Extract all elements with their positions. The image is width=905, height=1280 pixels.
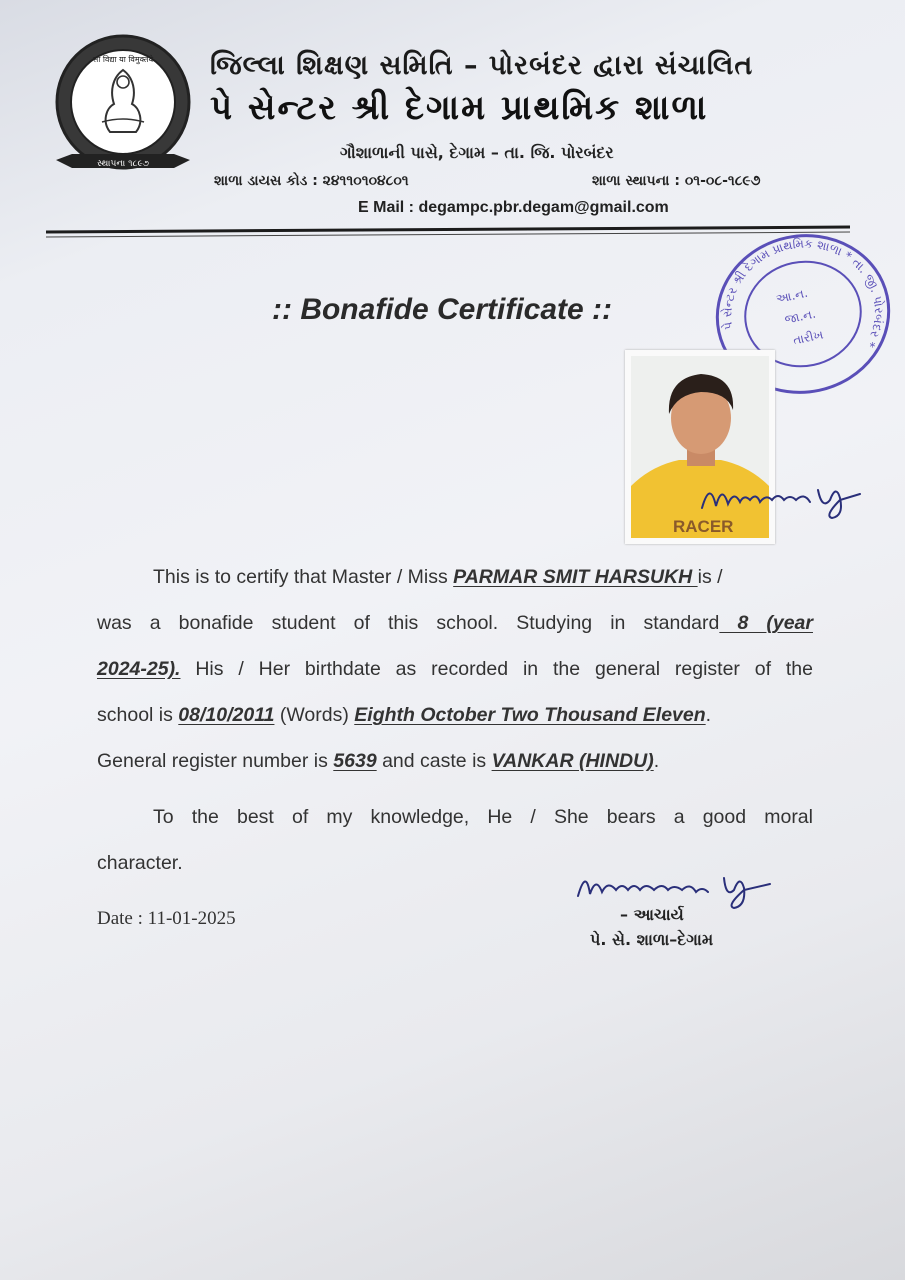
register-number: 5639 (333, 750, 377, 772)
logo-place-text: દેગામ (112, 140, 134, 150)
stamp-line-3: તારીખ (791, 327, 825, 348)
text-caste: and caste is (376, 750, 492, 772)
text-is: is / (697, 566, 723, 588)
body-line-1 (97, 554, 813, 600)
established-date: શાળા સ્થાપના : ૦૧-૦૮-૧૮૯૭ (592, 173, 761, 189)
academic-year: 2024-25). (97, 658, 181, 680)
moral-line-2: character. (97, 852, 183, 874)
text-certify: This is to certify that Master / Miss (153, 566, 454, 588)
moral-line-1: To the best of my knowledge, He / She bears a good moral (153, 806, 813, 828)
birthdate: 08/10/2011 (178, 704, 275, 726)
body-line-5 (97, 738, 813, 784)
certificate-title: :: Bonafide Certificate :: (272, 293, 613, 326)
logo-motto-text: सा विद्या या विमुक्तये (92, 55, 154, 64)
stamp-line-2: જા.ન. (783, 306, 818, 327)
certificate-body (97, 554, 813, 784)
text-birthdate-intro: His / Her birthdate as recorded in the general register of the (180, 658, 813, 680)
text-register: General register number is (97, 750, 334, 772)
school-address: ગૌશાળાની પાસે, દેગામ – તા. જિ. પોરબંદર (340, 143, 614, 162)
body-line-2 (97, 600, 813, 646)
caste: VANKAR (HINDU) (491, 750, 654, 772)
dise-code: શાળા ડાયસ કોડ : ૨૪૧૧૦૧૦૪૮૦૧ (214, 173, 409, 189)
signature-over-photo (700, 470, 870, 520)
school-short-name: પે. સે. શાળા–દેગામ (590, 930, 714, 949)
text-period: . (705, 704, 712, 726)
principal-label: – આચાર્ય (620, 905, 684, 924)
birthdate-words: Eighth October Two Thousand Eleven (354, 704, 706, 726)
text-words: (Words) (274, 704, 355, 726)
standard: 8 (year (719, 612, 813, 634)
photo-shirt-text: RACER (673, 517, 734, 536)
body-line-4 (97, 692, 813, 738)
certificate-date: Date : 11-01-2025 (97, 908, 236, 929)
committee-line: જિલ્લા શિક્ષણ સમિતિ – પોરબંદર દ્વારા સંચાલિત (210, 50, 754, 81)
principal-signature (574, 862, 784, 910)
text-bonafide: was a bonafide student of this school. Studying in standard (97, 612, 720, 634)
school-name: પે સેન્ટર શ્રી દેગામ પ્રાથમિક શાળા (210, 88, 709, 128)
student-name: PARMAR SMIT HARSUKH (453, 566, 698, 588)
school-email: E Mail : degampc.pbr.degam@gmail.com (358, 199, 669, 216)
body-line-3 (97, 646, 813, 692)
stamp-line-1: આ.ન. (774, 285, 809, 307)
text-period-2: . (653, 750, 660, 772)
school-logo (52, 32, 194, 192)
text-school-is: school is (97, 704, 179, 726)
stamp-ring-text: પે સેન્ટર શ્રી દેગામ પ્રાથમિક શાળા * તા. જી. પોરબંદર * (720, 236, 886, 350)
logo-ribbon-text: સ્થાપના ૧૮૯૭ (96, 159, 150, 169)
